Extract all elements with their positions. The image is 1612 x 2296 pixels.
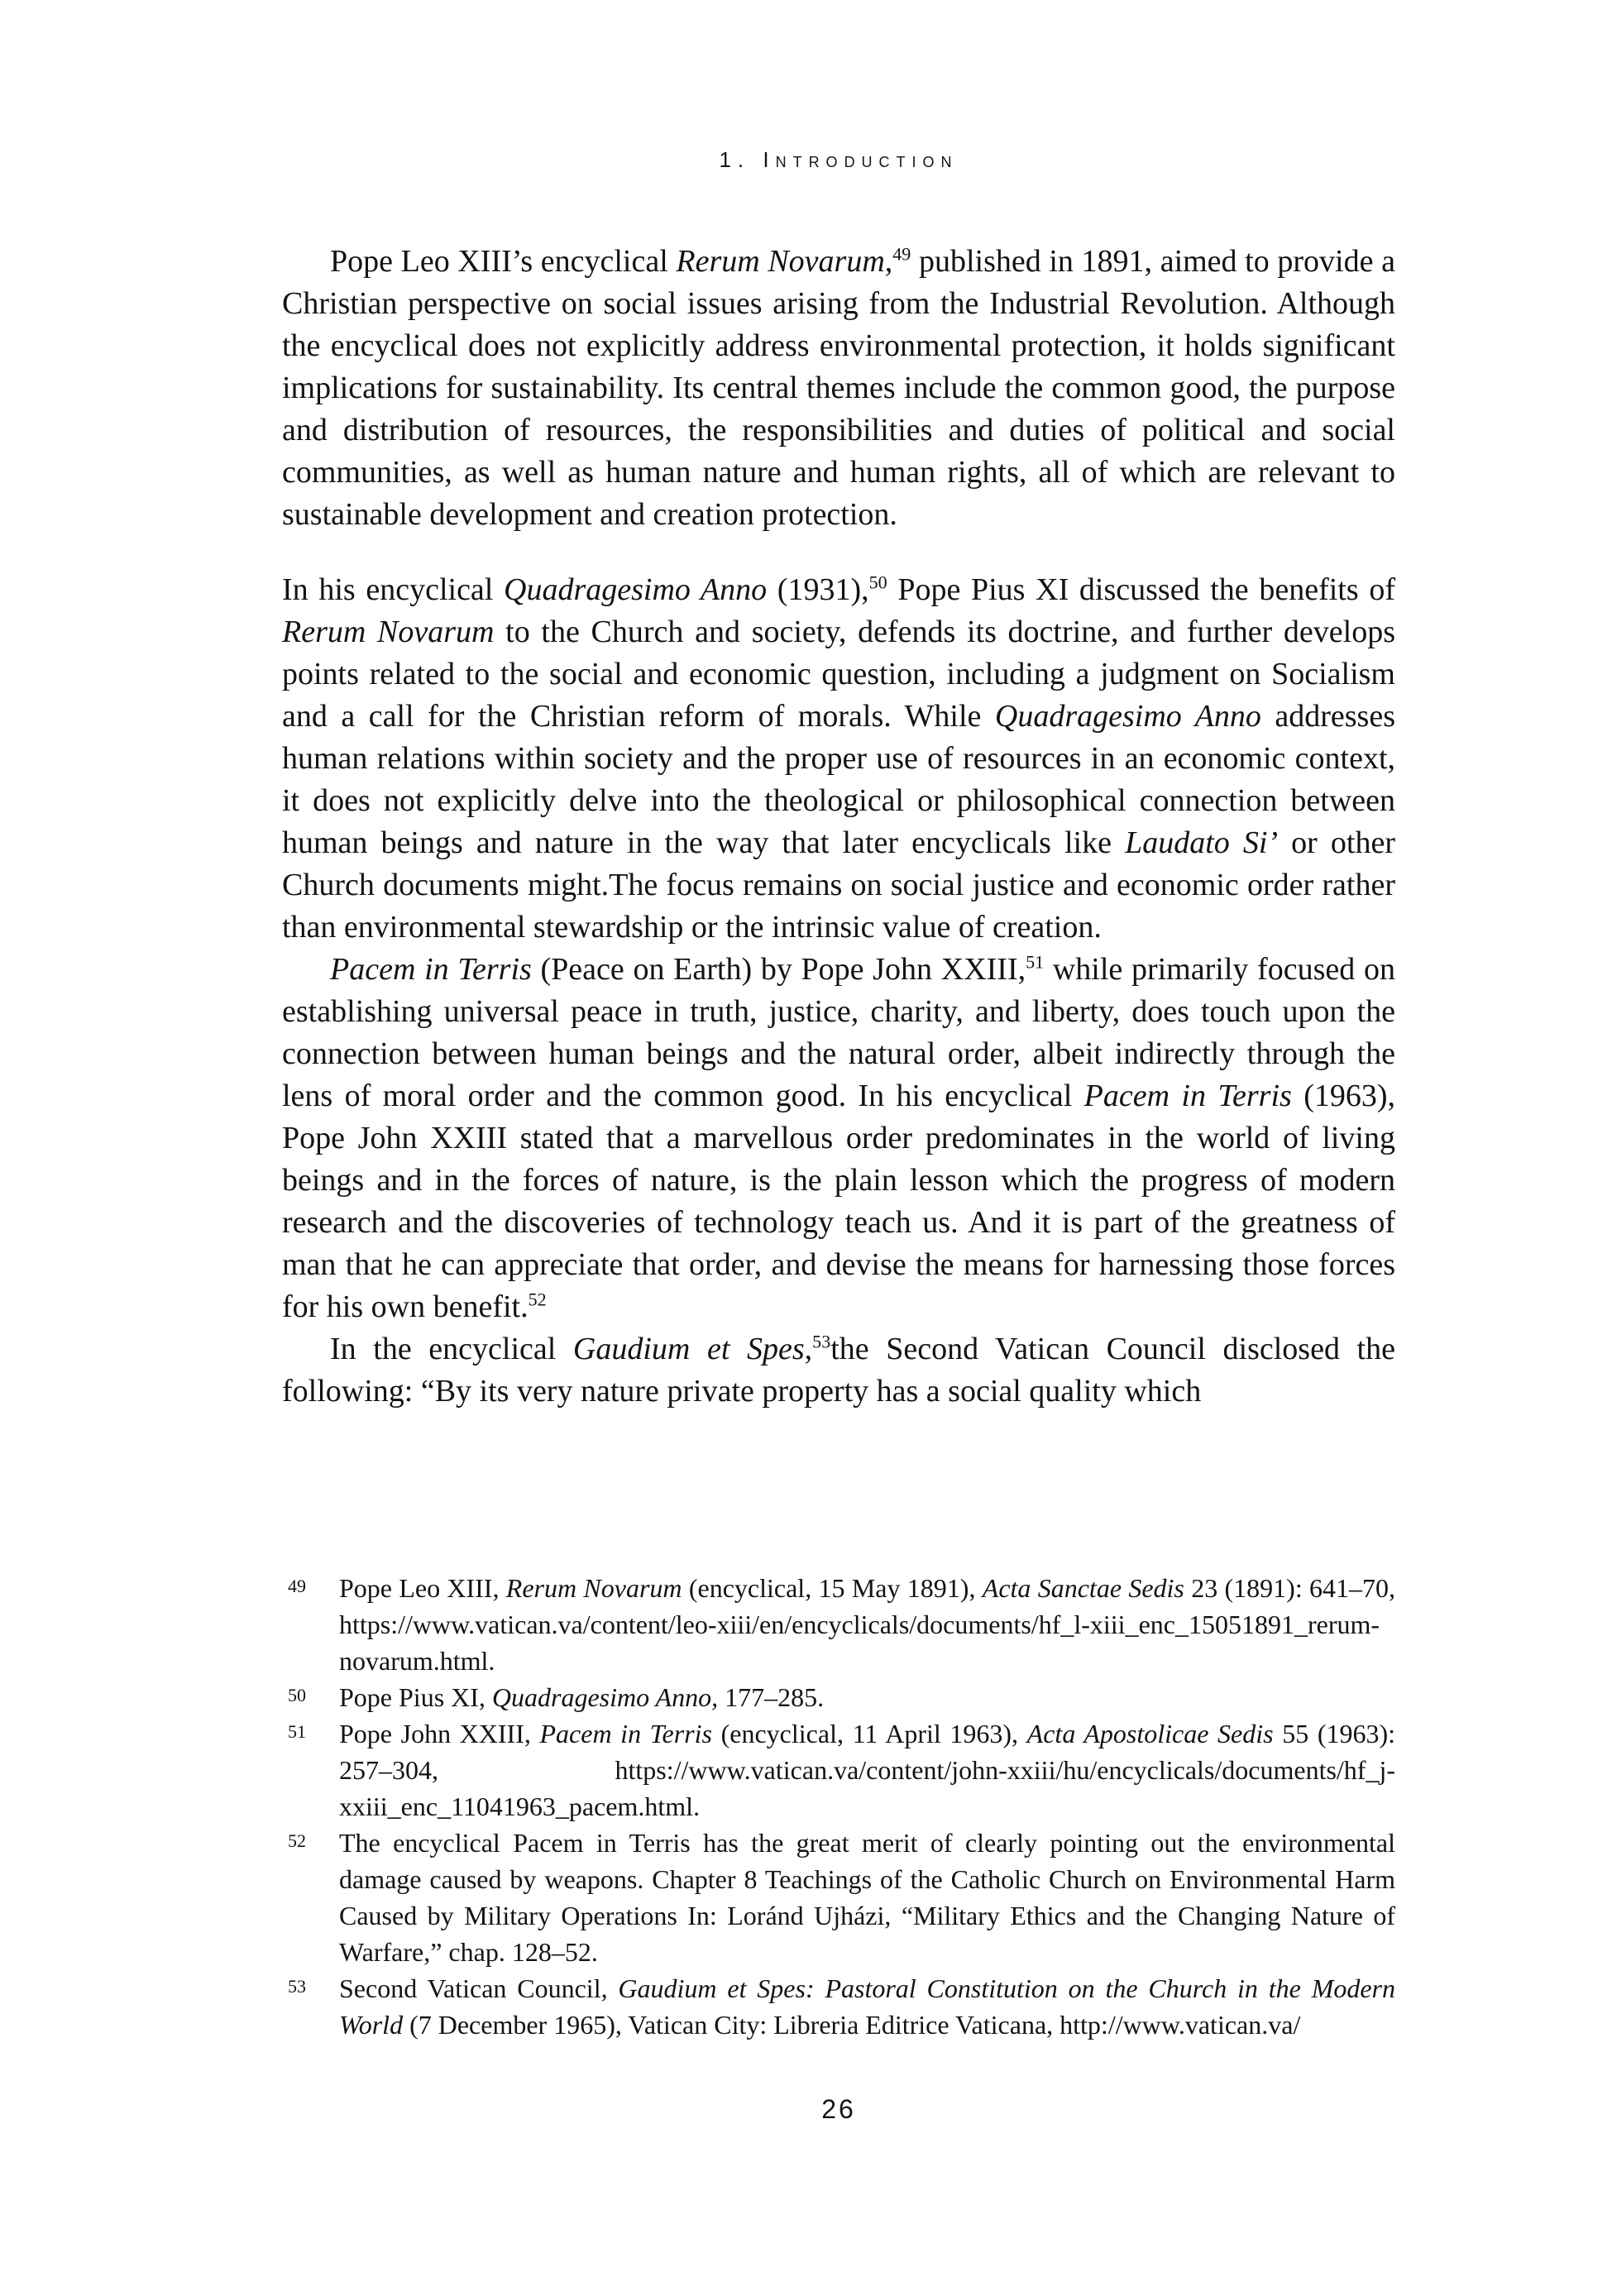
text-run: (encyclical, 11 April 1963), bbox=[712, 1719, 1027, 1748]
italic-title: Rerum Novarum bbox=[676, 244, 885, 279]
paragraph bbox=[282, 1328, 1395, 1413]
text-run: addresses human relations within society and the proper use of resources in an economic context, it does not explicitly delve into the theological or philosophical connection between human beings and nature in the way that later encyclicals like bbox=[282, 699, 1395, 860]
text-run: Pope Leo XIII, bbox=[339, 1573, 506, 1603]
text-run: (1931), bbox=[767, 572, 869, 607]
text-run: The encyclical Pacem in Terris has the great merit of clearly pointing out the environmental damage caused by weapons. Chapter 8 Teachings of the Catholic Church on Environmental Harm Caused by Military Operations In: Loránd Ujházi, “Military Ethics and the Changing Nature of Warfare,” chap. 128–52. bbox=[339, 1828, 1395, 1967]
footnote-reference: 50 bbox=[868, 572, 887, 593]
italic-title: Quadragesimo Anno bbox=[994, 699, 1261, 734]
italic-title: Pacem in Terris bbox=[539, 1719, 712, 1748]
footnote-reference: 52 bbox=[528, 1289, 547, 1310]
italic-title: Rerum Novarum bbox=[505, 1573, 682, 1603]
text-run: while primarily focused on establishing universal peace in truth, justice, charity, and liberty, does touch upon the connection between human beings and the natural order, albeit indirectly through the lens of moral order and the common good. In his encyclical bbox=[282, 952, 1395, 1113]
footnote bbox=[282, 1679, 1395, 1715]
italic-title: Pacem in Terris bbox=[1083, 1079, 1292, 1113]
text-run: the Second Vatican Council disclosed the following: “By its very nature private property has a social quality which bbox=[282, 1332, 1395, 1409]
footnote-number: 53 bbox=[288, 1976, 306, 1997]
italic-title: Acta Apostolicae Sedis bbox=[1026, 1719, 1274, 1748]
footnote-reference: 49 bbox=[892, 243, 911, 265]
footnote-number: 51 bbox=[288, 1721, 306, 1742]
footnote-number: 50 bbox=[288, 1685, 306, 1705]
italic-title: Laudato Si’ bbox=[1125, 825, 1279, 860]
text-run: to the Church and society, defends its doctrine, and further develops points related to the social and economic question, including a judgment on Socialism and a call for the Christian reform of morals. While bbox=[282, 615, 1395, 734]
italic-title: Quadragesimo Anno, bbox=[491, 1682, 719, 1712]
italic-title: Acta Sanctae Sedis bbox=[982, 1573, 1184, 1603]
text-run: or other Church documents might.The focus remains on social justice and economic order rather than environmental stewardship or the intrinsic value of creation. bbox=[282, 825, 1396, 945]
paragraph bbox=[282, 569, 1395, 949]
text-run: published in 1891, aimed to provide a Christian perspective on social issues arising from the Industrial Revolution. Although the encyclical does not explicitly address environmental protection, it holds significant implications for sustainability. Its central themes include the common good, the purpose and distribution of resources, the responsibilities and duties of political and social communities, as well as human nature and human rights, all of which are relevant to sustainable development and creation protection. bbox=[282, 244, 1395, 532]
text-run: 177–285. bbox=[718, 1682, 825, 1712]
italic-title: Rerum Novarum bbox=[282, 615, 495, 649]
footnote bbox=[282, 1715, 1395, 1825]
text-run: Pope Leo XIII’s encyclical bbox=[330, 244, 677, 279]
footnote bbox=[282, 1825, 1395, 1970]
text-run: (1963), Pope John XXIII stated that a marvellous order predominates in the world of living beings and in the forces of nature, is the plain lesson which the progress of modern research and the discoveries of technology teach us. And it is part of the greatness of man that he can appreciate that order, and devise the means for harnessing those forces for his own benefit. bbox=[282, 1079, 1396, 1324]
footnote-reference: 51 bbox=[1026, 951, 1045, 973]
footnote-reference: 53 bbox=[812, 1331, 831, 1352]
text-run: , bbox=[884, 244, 893, 279]
footnote bbox=[282, 1570, 1395, 1679]
running-head: 1. Introduction bbox=[719, 147, 959, 172]
page-number: 26 bbox=[821, 2094, 856, 2124]
body-text bbox=[282, 241, 1395, 1413]
text-run: (encyclical, 15 May 1891), bbox=[682, 1573, 983, 1603]
footnote-number: 49 bbox=[288, 1576, 306, 1596]
text-run: , bbox=[804, 1332, 813, 1366]
italic-title: Gaudium et Spes: Pastoral Constitution on the Church in the Modern World bbox=[339, 1973, 1396, 2040]
italic-title: Gaudium et Spes bbox=[572, 1332, 805, 1366]
text-run: Second Vatican Council, bbox=[339, 1973, 619, 2003]
text-run: Pope Pius XI discussed the benefits of bbox=[887, 572, 1395, 607]
text-run: (Peace on Earth) by Pope John XXIII, bbox=[531, 952, 1026, 987]
paragraph bbox=[282, 241, 1395, 536]
paragraph bbox=[282, 949, 1395, 1328]
text-run: (7 December 1965), Vatican City: Libreria Editrice Vaticana, http://www.vatican.va/ bbox=[403, 2010, 1301, 2040]
footnote bbox=[282, 1970, 1395, 2043]
italic-title: Quadragesimo Anno bbox=[504, 572, 768, 607]
text-run: In his encyclical bbox=[282, 572, 505, 607]
text-run: 55 (1963): 257–304, https://www.vatican.va/content/john-xxiii/hu/encyclicals/documents/hf_j-xxiii_enc_11041963_pacem.html. bbox=[339, 1719, 1396, 1821]
footnote-number: 52 bbox=[288, 1830, 306, 1851]
italic-title: Pacem in Terris bbox=[330, 952, 532, 987]
text-run: 23 (1891): 641–70, https://www.vatican.va/content/leo-xiii/en/encyclicals/documents/hf_l-xiii_enc_15051891_rerum-novarum.html. bbox=[339, 1573, 1396, 1676]
text-run: In the encyclical bbox=[330, 1332, 573, 1366]
text-run: Pope Pius XI, bbox=[339, 1682, 492, 1712]
text-run: Pope John XXIII, bbox=[339, 1719, 540, 1748]
footnote-section bbox=[282, 1570, 1395, 2043]
